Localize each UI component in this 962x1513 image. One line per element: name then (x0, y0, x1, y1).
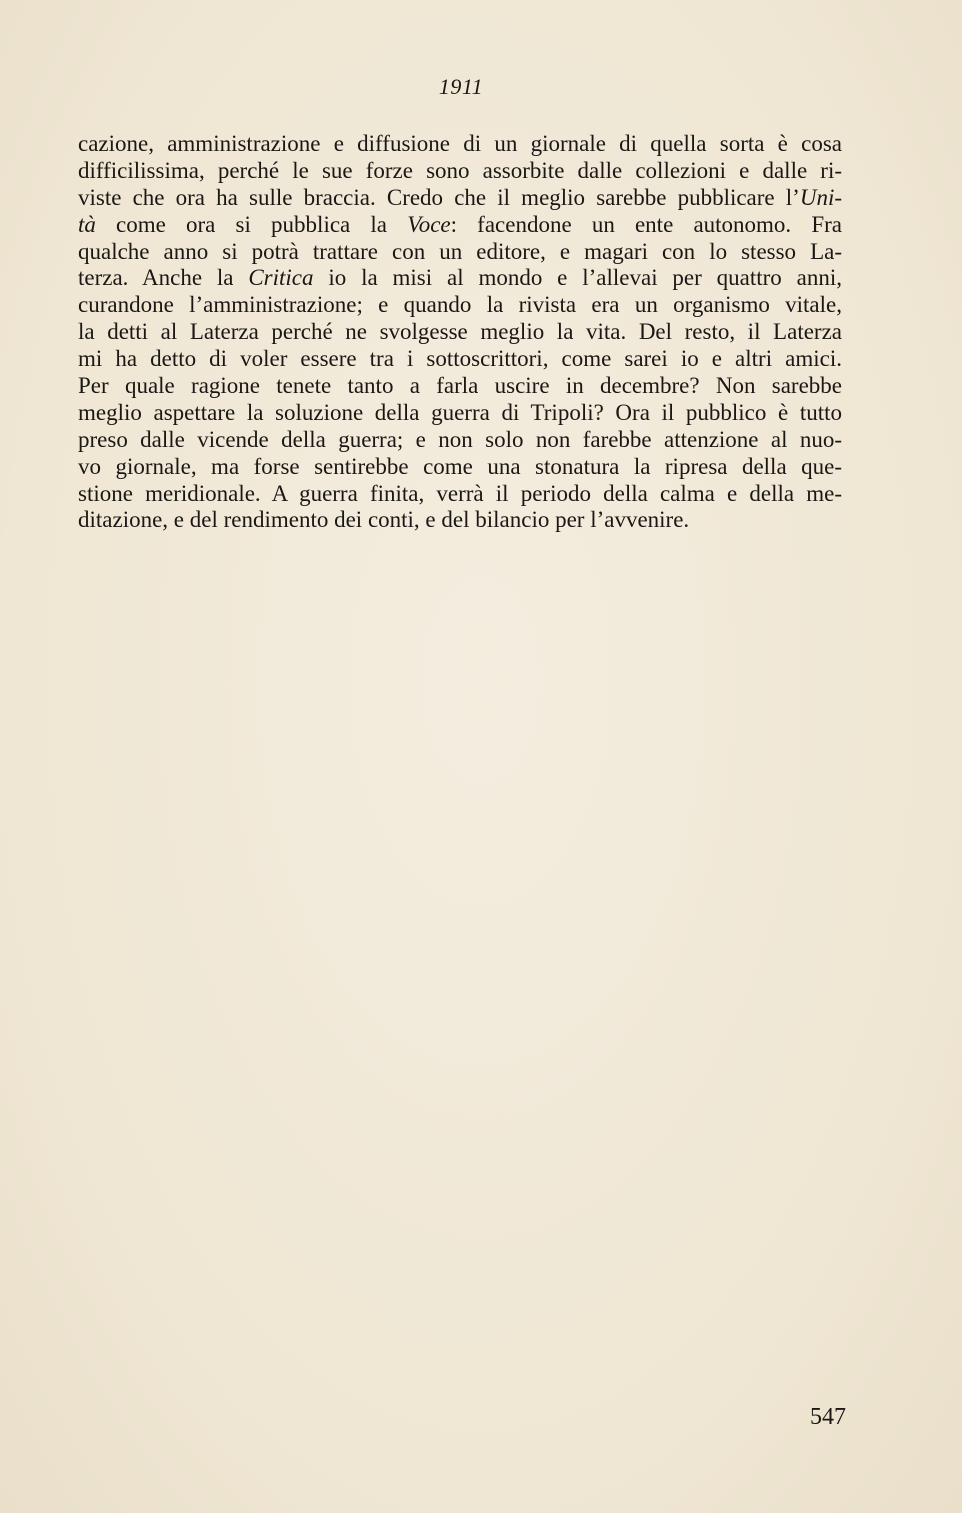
text-line (78, 212, 842, 239)
text-line (78, 319, 842, 346)
text-run: cazione, amministrazione e diffusione di un giornale di quella sorta è cosa (78, 131, 842, 156)
text-line (78, 400, 842, 427)
text-run: meglio aspettare la soluzione della guerra di Tripoli? Ora il pubblico è tutto (78, 399, 842, 425)
text-run: qualche anno si potrà trattare con un editore, e magari con lo stesso La- (78, 238, 842, 264)
text-run: stione meridionale. A guerra finita, verrà il periodo della calma e della me- (78, 480, 842, 506)
text-line (78, 427, 842, 454)
text-line (78, 131, 842, 158)
text-line (78, 265, 842, 292)
text-line (78, 346, 842, 373)
text-line (78, 373, 842, 400)
italic-title: Uni- (799, 184, 842, 210)
body-text (78, 131, 842, 534)
page-number: 547 (810, 1404, 846, 1430)
text-line (78, 292, 842, 319)
text-run: curandone l’amministrazione; e quando la rivista era un organismo vitale, (78, 292, 842, 318)
text-run: viste che ora ha sulle braccia. Credo che il meglio sarebbe pubblicare l’ (78, 184, 800, 210)
text-run: come ora si pubblica la (95, 211, 408, 237)
italic-title: tà (78, 211, 96, 237)
text-run: ditazione, e del rendimento dei conti, e del bilancio per l’avvenire. (78, 507, 690, 533)
text-run: preso dalle vicende della guerra; e non solo non farebbe attenzione al nuo- (78, 426, 842, 452)
text-line (78, 454, 842, 481)
running-head: 1911 (438, 74, 484, 99)
text-run: la detti al Laterza perché ne svolgesse meglio la vita. Del resto, il Laterza (78, 319, 842, 345)
text-run: io la misi al mondo e l’allevai per quattro anni, (313, 265, 842, 291)
italic-title: Voce (407, 211, 451, 237)
text-run: Per quale ragione tenete tanto a farla uscire in decembre? Non sarebbe (78, 373, 842, 399)
text-line (78, 158, 842, 185)
text-run: : facendone un ente autonomo. Fra (450, 211, 843, 237)
text-line (78, 239, 842, 266)
text-line (78, 481, 842, 508)
text-run: difficilissima, perché le sue forze sono assorbite dalle collezioni e dalle ri- (78, 157, 842, 183)
text-line (78, 507, 842, 534)
text-run: vo giornale, ma forse sentirebbe come una stonatura la ripresa della que- (78, 453, 842, 479)
text-line (78, 185, 842, 212)
text-run: terza. Anche la (78, 265, 249, 291)
italic-title: Critica (248, 265, 314, 291)
text-run: mi ha detto di voler essere tra i sottoscrittori, come sarei io e altri amici. (78, 346, 842, 372)
